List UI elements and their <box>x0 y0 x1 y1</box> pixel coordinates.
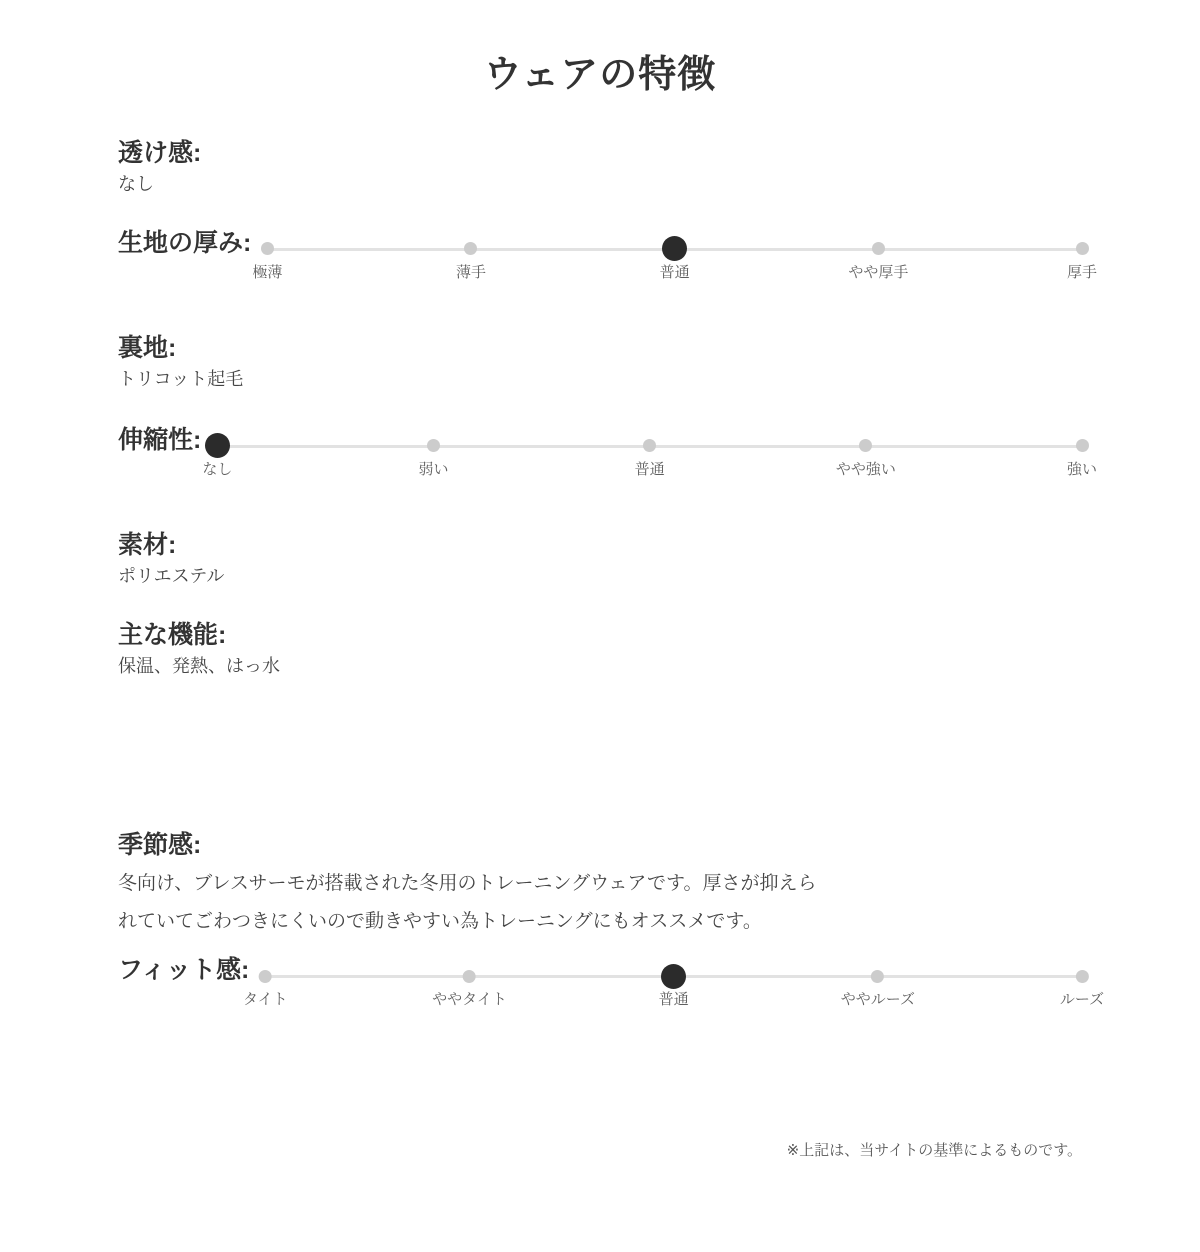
scale-dot <box>872 242 885 255</box>
dot-wrap <box>859 433 872 459</box>
dot-wrap <box>1075 433 1088 459</box>
feature-sheerness <box>118 138 1082 197</box>
scale-stop-label: なし <box>202 460 233 478</box>
dot-wrap <box>261 236 274 262</box>
scale-stop-label: ルーズ <box>1059 991 1105 1009</box>
fit-label: フィット感: <box>118 956 250 985</box>
scale-dot-selected <box>662 236 687 261</box>
scale-stop <box>1067 433 1097 479</box>
thickness-label: 生地の厚み: <box>118 228 252 257</box>
footnote: ※上記は、当サイトの基準によるものです。 <box>786 1142 1082 1160</box>
scale-stop-label: 普通 <box>634 460 665 478</box>
scale-stop <box>660 236 690 282</box>
dot-wrap <box>205 433 230 459</box>
scale-dot <box>463 970 476 983</box>
feature-functions <box>118 620 1082 679</box>
dot-wrap <box>871 963 884 989</box>
scale-stop-label: 厚手 <box>1066 263 1098 281</box>
dot-wrap <box>872 236 885 262</box>
scale-stop-label: 薄手 <box>455 263 486 281</box>
scale-dot <box>1075 439 1088 452</box>
dot-wrap <box>1075 236 1088 262</box>
scale-stop <box>456 236 486 282</box>
scale-dot <box>464 242 477 255</box>
scale-stop <box>836 433 896 479</box>
dot-wrap <box>463 963 476 989</box>
scale-stop <box>202 433 232 479</box>
scale-stop <box>243 963 288 1009</box>
sheerness-label: 透け感: <box>118 138 202 167</box>
scale-stop-label: ややルーズ <box>840 991 915 1009</box>
scale-dot-selected <box>661 964 686 989</box>
scale-stop-label: 普通 <box>659 263 690 281</box>
scale-dot <box>259 970 272 983</box>
dot-wrap <box>427 433 440 459</box>
scale-stop-label: 極薄 <box>252 263 283 281</box>
scale-stop-label: やや強い <box>835 460 896 478</box>
page-title: ウェアの特徴 <box>483 54 717 96</box>
dot-wrap <box>661 963 686 989</box>
stretch-scale <box>202 433 1098 479</box>
scale-stop <box>1067 236 1097 282</box>
scale-dot <box>859 439 872 452</box>
scale-dot <box>1075 970 1088 983</box>
dot-wrap <box>1075 963 1088 989</box>
dot-wrap <box>259 963 272 989</box>
dot-wrap <box>643 433 656 459</box>
scale-stop-label: やや厚手 <box>848 263 909 281</box>
functions-label: 主な機能: <box>118 620 227 649</box>
functions-value: 保温、発熱、はっ水 <box>118 655 280 676</box>
thickness-scale <box>252 236 1098 282</box>
scale-stop <box>432 963 507 1009</box>
scale-stop <box>659 963 689 1009</box>
feature-thickness <box>118 228 1098 282</box>
scale-stop <box>841 963 915 1009</box>
scale-stop-label: タイト <box>242 991 288 1009</box>
feature-material <box>118 530 1082 589</box>
scale-stop <box>252 236 282 282</box>
season-label: 季節感: <box>118 830 202 859</box>
scale-dot <box>261 242 274 255</box>
season-value: 冬向け、ブレスサーモが搭載された冬用のトレーニングウェアです。厚さが抑えられていてごわつきにくいので動きやすい為トレーニングにもオススメです。 <box>118 872 817 933</box>
scale-dot <box>1075 242 1088 255</box>
scale-stop <box>1060 963 1104 1009</box>
lining-value: トリコット起毛 <box>118 368 244 389</box>
scale-dot-selected <box>205 433 230 458</box>
scale-stop <box>418 433 448 479</box>
fit-scale <box>242 963 1105 1009</box>
sheerness-value: なし <box>118 173 154 194</box>
features-panel <box>118 138 1105 1162</box>
scale-stop-label: ややタイト <box>432 991 507 1009</box>
lining-label: 裏地: <box>118 333 177 362</box>
material-value: ポリエステル <box>118 565 225 586</box>
dot-wrap <box>662 236 687 262</box>
scale-stop-label: 強い <box>1066 460 1098 478</box>
feature-season <box>118 830 1082 943</box>
scale-dot <box>427 439 440 452</box>
dot-wrap <box>464 236 477 262</box>
scale-stop <box>635 433 665 479</box>
scale-stop-label: 普通 <box>658 991 689 1009</box>
feature-fit <box>118 955 1105 1009</box>
feature-stretch <box>118 425 1098 479</box>
feature-lining <box>118 333 1082 392</box>
material-label: 素材: <box>118 530 177 559</box>
stretch-label: 伸縮性: <box>118 425 202 454</box>
scale-stop-label: 弱い <box>418 460 449 478</box>
scale-stop <box>848 236 908 282</box>
scale-dot <box>871 970 884 983</box>
scale-dot <box>643 439 656 452</box>
